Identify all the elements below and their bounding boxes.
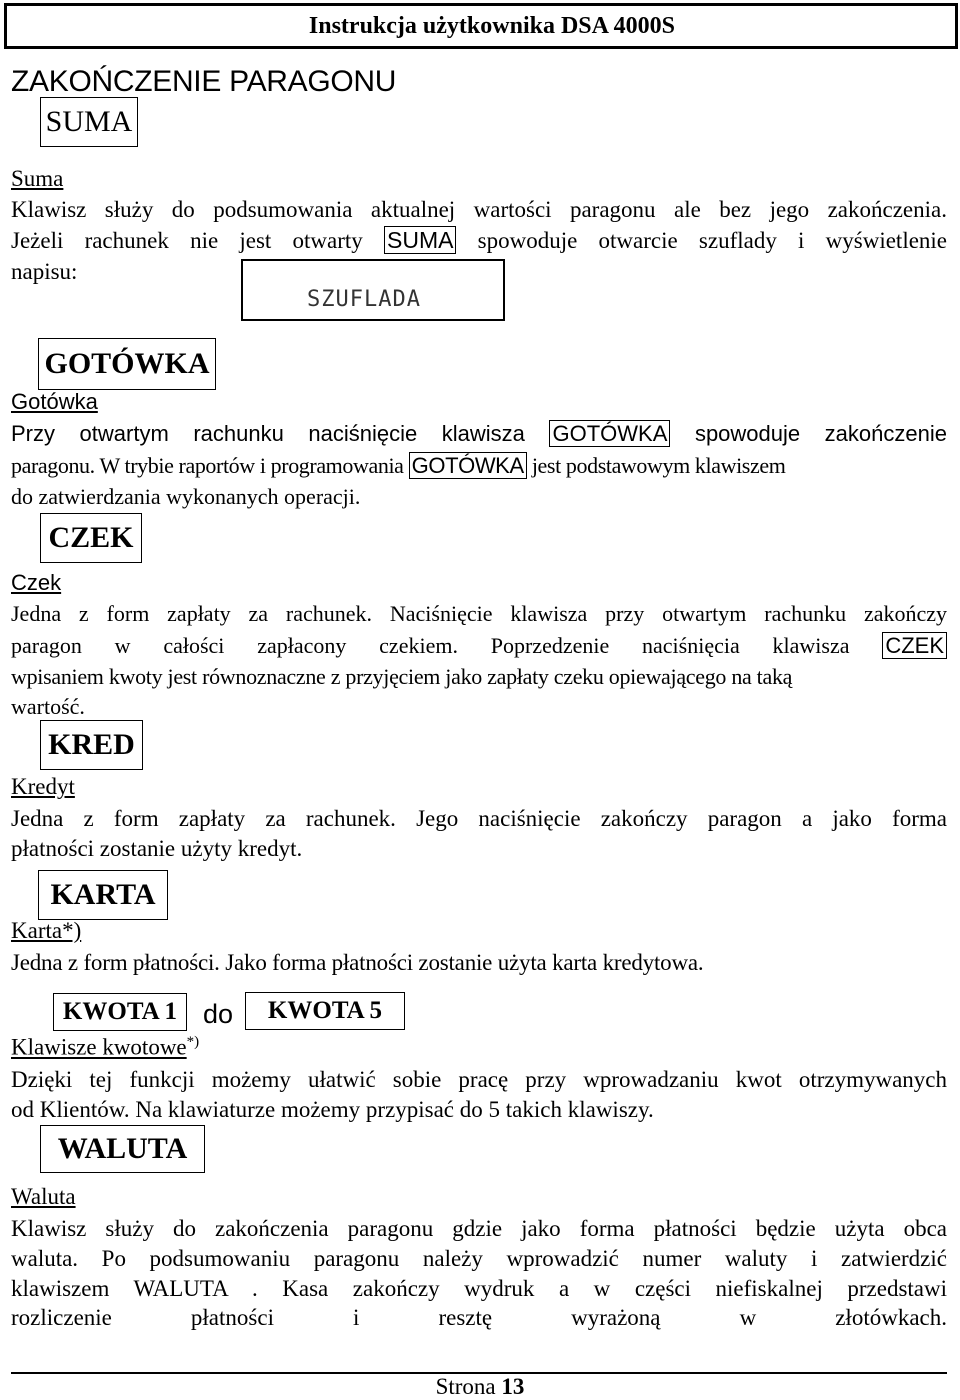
karta-line-1: Jedna z form płatności. Jako forma płatności zostanie użyta karta kredytowa. [11, 950, 704, 975]
gotowka-key-label: GOTÓWKA [44, 347, 210, 380]
waluta-line-4: rozliczenie płatności i resztę wyrażoną w złotówkach. [11, 1305, 947, 1330]
waluta-key-box: WALUTA [40, 1125, 205, 1173]
kwota-5-key-box: KWOTA 5 [245, 992, 405, 1030]
kred-label: Kredyt [11, 774, 75, 799]
waluta-label: Waluta [11, 1184, 76, 1209]
czek-line-4: wartość. [11, 694, 85, 719]
gotowka-line-2b: jest podstawowym klawiszem [531, 453, 786, 478]
kwota-line-1: Dzięki tej funkcji możemy ułatwić sobie pracę przy wprowadzaniu kwot otrzymywanych [11, 1067, 947, 1092]
display-panel [241, 259, 505, 321]
gotowka-inline-key-2: GOTÓWKA [409, 452, 527, 479]
gotowka-line-1b: spowoduje zakończenie [694, 421, 947, 446]
kwota-line-2: od Klientów. Na klawiaturze możemy przypisać do 5 takich klawiszy. [11, 1097, 654, 1122]
karta-key-box [38, 870, 168, 920]
kwota-label-wrap [11, 1034, 199, 1061]
suma-line-1: Klawisz służy do podsumowania aktualnej wartości paragonu ale bez jego zakończenia. [11, 197, 947, 222]
gotowka-line-1a: Przy otwartym rachunku naciśnięcie klawisza [11, 421, 525, 446]
kred-key-box: KRED [40, 720, 143, 770]
suma-line-3: napisu: [11, 259, 78, 284]
kwota-1-key-box: KWOTA 1 [53, 993, 187, 1031]
karta-label: Karta*) [11, 918, 82, 943]
suma-inline-key: SUMA [384, 226, 456, 254]
kwota-label: Klawisze kwotowe [11, 1034, 187, 1060]
display-text: SZUFLADA [307, 287, 421, 312]
czek-line-3: wpisaniem kwoty jest równoznaczne z przyjęciem jako zapłaty czeku opiewającego na taką [11, 664, 793, 689]
suma-line-2b: spowoduje otwarcie szuflady i wyświetlenie [477, 228, 948, 253]
page-footer [0, 1374, 960, 1400]
gotowka-inline-key-1: GOTÓWKA [549, 420, 670, 447]
czek-inline-key: CZEK [882, 632, 947, 659]
suma-line-2 [11, 225, 947, 256]
waluta-line-3: klawiszem WALUTA . Kasa zakończy wydruk a w części niefiskalnej przedstawi [11, 1276, 947, 1301]
waluta-line-1: Klawisz służy do zakończenia paragonu gdzie jako forma płatności będzie użyta obca [11, 1216, 947, 1241]
czek-line-2 [11, 630, 947, 661]
gotowka-label: Gotówka [11, 389, 98, 414]
gotowka-line-1 [11, 418, 947, 449]
gotowka-key-box [38, 338, 216, 390]
kwota-label-sup: *) [186, 1034, 200, 1050]
czek-key-box: CZEK [40, 513, 142, 563]
waluta-line-2: waluta. Po podsumowaniu paragonu należy wprowadzić numer waluty i zatwierdzić [11, 1246, 947, 1271]
section-title: ZAKOŃCZENIE PARAGONU [11, 65, 397, 98]
gotowka-line-3: do zatwierdzania wykonanych operacji. [11, 484, 361, 509]
header-title: Instrukcja użytkownika DSA 4000S [308, 13, 675, 39]
page-header [4, 3, 958, 49]
czek-line-2a: paragon w całości zapłacony czekiem. Poprzedzenie naciśnięcia klawisza [11, 633, 850, 658]
suma-label: Suma [11, 166, 64, 191]
karta-key-label: KARTA [50, 878, 156, 911]
kred-line-2: płatności zostanie użyty kredyt. [11, 836, 303, 861]
kred-line-1: Jedna z form zapłaty za rachunek. Jego naciśnięcie zakończy paragon a jako forma [11, 806, 947, 831]
czek-label: Czek [11, 570, 62, 595]
gotowka-line-2 [11, 450, 947, 481]
gotowka-line-2a: paragonu. W trybie raportów i programowania [11, 453, 404, 478]
page-number: 13 [501, 1374, 525, 1399]
suma-key-box: SUMA [40, 97, 138, 147]
czek-line-1: Jedna z form zapłaty za rachunek. Naciśnięcie klawisza przy otwartym rachunku zakończy [11, 601, 947, 626]
footer-prefix: Strona [435, 1374, 496, 1399]
kwota-connector: do [203, 999, 234, 1029]
suma-line-2a: Jeżeli rachunek nie jest otwarty [11, 228, 363, 253]
